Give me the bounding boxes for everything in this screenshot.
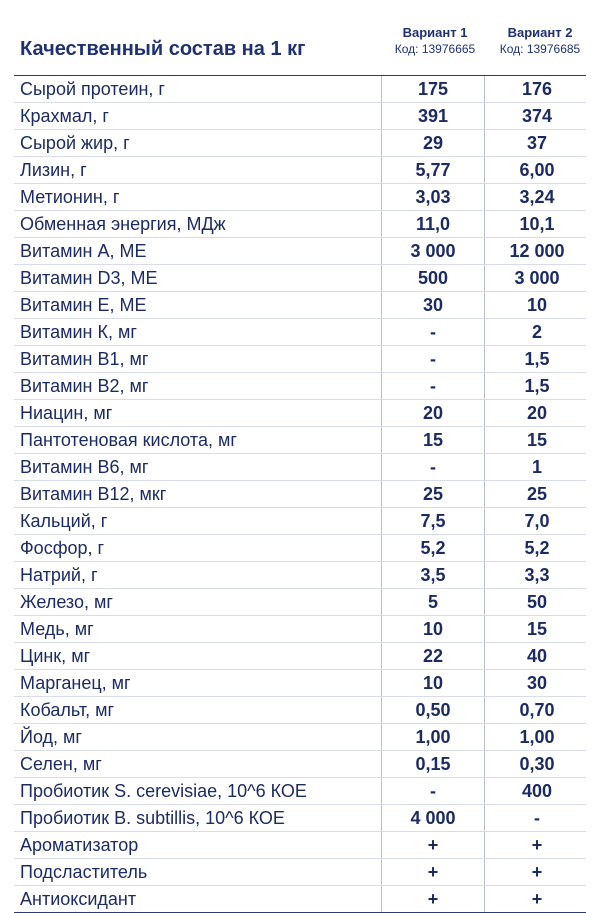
variant-2-value: + <box>531 835 543 855</box>
table-row <box>14 319 586 346</box>
column-divider <box>484 886 485 912</box>
nutrient-name: Метионин, г <box>20 187 120 207</box>
variant-1-header <box>384 24 486 58</box>
column-divider <box>381 211 382 237</box>
table-row <box>14 805 586 832</box>
nutrient-name: Марганец, мг <box>20 673 131 693</box>
table-row <box>14 751 586 778</box>
variant-2-header <box>489 24 591 58</box>
table-row <box>14 211 586 238</box>
table-row <box>14 130 586 157</box>
column-divider <box>484 346 485 372</box>
variant-1-value: - <box>430 322 436 342</box>
variant-2-value: 10 <box>526 295 548 315</box>
variant-2-code: Код: 13976685 <box>499 42 581 56</box>
nutrient-name: Витамин А, МЕ <box>20 241 147 261</box>
variant-1-value: 500 <box>417 268 449 288</box>
table-row <box>14 481 586 508</box>
nutrient-name: Пантотеновая кислота, мг <box>20 430 237 450</box>
table-row <box>14 184 586 211</box>
column-divider <box>484 319 485 345</box>
nutrient-name: Подсластитель <box>20 862 148 882</box>
variant-1-value: 20 <box>422 403 444 423</box>
variant-2-value: 10,1 <box>519 214 555 234</box>
variant-2-value: 12 000 <box>509 241 565 261</box>
variant-1-value: - <box>430 349 436 369</box>
variant-1-name: Вариант 1 <box>402 25 468 40</box>
table-row <box>14 103 586 130</box>
variant-1-value: - <box>430 781 436 801</box>
table-row <box>14 670 586 697</box>
nutrient-name: Пробиотик S. cerevisiae, 10^6 КОЕ <box>20 781 307 801</box>
column-divider <box>381 481 382 507</box>
column-divider <box>484 562 485 588</box>
column-divider <box>381 184 382 210</box>
variant-2-value: 20 <box>526 403 548 423</box>
variant-1-value: 10 <box>422 673 444 693</box>
column-divider <box>381 589 382 615</box>
table-row <box>14 643 586 670</box>
table-row <box>14 535 586 562</box>
variant-1-value: 5 <box>427 592 438 612</box>
column-divider <box>484 616 485 642</box>
variant-1-value: 3,03 <box>415 187 451 207</box>
column-divider <box>484 508 485 534</box>
variant-1-value: + <box>427 862 439 882</box>
nutrient-name: Витамин В6, мг <box>20 457 149 477</box>
variant-1-code: Код: 13976665 <box>394 42 476 56</box>
column-divider <box>484 130 485 156</box>
table-row <box>14 238 586 265</box>
column-divider <box>381 832 382 858</box>
variant-2-value: 1,00 <box>519 727 555 747</box>
column-divider <box>381 697 382 723</box>
column-divider <box>381 751 382 777</box>
table-row <box>14 508 586 535</box>
column-divider <box>381 373 382 399</box>
table-row <box>14 562 586 589</box>
column-divider <box>381 292 382 318</box>
nutrient-name: Лизин, г <box>20 160 87 180</box>
column-divider <box>484 643 485 669</box>
variant-1-value: 29 <box>422 133 444 153</box>
variant-1-value: 11,0 <box>415 214 451 234</box>
column-divider <box>381 886 382 912</box>
variant-1-value: 5,2 <box>420 538 446 558</box>
nutrient-name: Крахмал, г <box>20 106 109 126</box>
variant-1-value: 175 <box>417 79 449 99</box>
nutrient-name: Железо, мг <box>20 592 113 612</box>
variant-1-value: 0,15 <box>415 754 451 774</box>
variant-1-value: 3,5 <box>420 565 446 585</box>
variant-2-value: 374 <box>521 106 553 126</box>
variant-2-value: 176 <box>521 79 553 99</box>
column-divider <box>381 778 382 804</box>
nutrient-name: Витамин Е, МЕ <box>20 295 147 315</box>
table-row <box>14 859 586 886</box>
variant-1-value: 30 <box>422 295 444 315</box>
column-divider <box>484 211 485 237</box>
column-divider <box>484 427 485 453</box>
table-row <box>14 292 586 319</box>
variant-2-value: 15 <box>526 619 548 639</box>
variant-1-value: 22 <box>422 646 444 666</box>
variant-2-value: 400 <box>521 781 553 801</box>
column-divider <box>484 481 485 507</box>
variant-2-value: 30 <box>526 673 548 693</box>
column-divider <box>484 724 485 750</box>
column-divider <box>381 103 382 129</box>
table-row <box>14 265 586 292</box>
column-divider <box>381 643 382 669</box>
table-row <box>14 157 586 184</box>
table-row <box>14 697 586 724</box>
variant-2-value: 50 <box>526 592 548 612</box>
variant-2-value: 40 <box>526 646 548 666</box>
column-divider <box>484 670 485 696</box>
table-row <box>14 427 586 454</box>
column-divider <box>381 508 382 534</box>
column-divider <box>484 805 485 831</box>
variant-1-value: 25 <box>422 484 444 504</box>
table-row <box>14 724 586 751</box>
variant-1-value: - <box>430 376 436 396</box>
column-divider <box>484 832 485 858</box>
column-divider <box>484 454 485 480</box>
column-divider <box>484 373 485 399</box>
column-divider <box>381 427 382 453</box>
column-divider <box>381 319 382 345</box>
column-divider <box>381 859 382 885</box>
column-divider <box>484 697 485 723</box>
table-row <box>14 346 586 373</box>
nutrient-name: Сырой жир, г <box>20 133 130 153</box>
variant-2-value: 3,3 <box>524 565 550 585</box>
column-divider <box>484 184 485 210</box>
nutrient-name: Витамин В12, мкг <box>20 484 167 504</box>
table-row <box>14 778 586 805</box>
nutrient-name: Пробиотик B. subtillis, 10^6 КОЕ <box>20 808 285 828</box>
nutrient-name: Витамин К, мг <box>20 322 137 342</box>
table-row <box>14 76 586 103</box>
nutrient-name: Ниацин, мг <box>20 403 113 423</box>
nutrient-name: Цинк, мг <box>20 646 91 666</box>
table-row <box>14 616 586 643</box>
table-row <box>14 589 586 616</box>
variant-1-value: - <box>430 457 436 477</box>
column-divider <box>484 76 485 102</box>
nutrient-name: Кальций, г <box>20 511 108 531</box>
variant-2-value: - <box>534 808 540 828</box>
table-row <box>14 373 586 400</box>
variant-2-value: 0,70 <box>519 700 555 720</box>
nutrient-name: Сырой протеин, г <box>20 79 166 99</box>
column-divider <box>484 778 485 804</box>
page-title: Качественный состав на 1 кг <box>20 38 306 60</box>
table-header <box>14 18 586 74</box>
variant-2-value: 1,5 <box>524 349 550 369</box>
column-divider <box>381 238 382 264</box>
variant-1-value: + <box>427 889 439 909</box>
variant-2-value: 3 000 <box>514 268 560 288</box>
variant-1-value: 15 <box>422 430 444 450</box>
column-divider <box>381 157 382 183</box>
nutrient-name: Кобальт, мг <box>20 700 115 720</box>
variant-2-value: 1 <box>531 457 542 477</box>
variant-2-value: + <box>531 862 543 882</box>
nutrient-name: Фосфор, г <box>20 538 105 558</box>
variant-2-value: 3,24 <box>519 187 555 207</box>
column-divider <box>484 589 485 615</box>
column-divider <box>381 670 382 696</box>
column-divider <box>381 130 382 156</box>
table-row <box>14 886 586 913</box>
column-divider <box>484 292 485 318</box>
nutrient-name: Витамин В2, мг <box>20 376 149 396</box>
variant-2-value: 25 <box>526 484 548 504</box>
column-divider <box>381 346 382 372</box>
variant-1-value: + <box>427 835 439 855</box>
nutrient-name: Витамин D3, МЕ <box>20 268 158 288</box>
variant-2-value: 6,00 <box>519 160 555 180</box>
variant-2-value: 0,30 <box>519 754 555 774</box>
nutrient-name: Антиоксидант <box>20 889 137 909</box>
column-divider <box>484 265 485 291</box>
column-divider <box>381 400 382 426</box>
variant-1-value: 1,00 <box>415 727 451 747</box>
variant-2-value: 15 <box>526 430 548 450</box>
variant-1-value: 391 <box>417 106 449 126</box>
variant-2-value: 5,2 <box>524 538 550 558</box>
variant-1-value: 5,77 <box>415 160 451 180</box>
column-divider <box>381 535 382 561</box>
variant-2-name: Вариант 2 <box>507 25 573 40</box>
column-divider <box>381 265 382 291</box>
column-divider <box>381 724 382 750</box>
column-divider <box>381 562 382 588</box>
table-row <box>14 832 586 859</box>
column-divider <box>381 454 382 480</box>
column-divider <box>484 400 485 426</box>
column-divider <box>484 751 485 777</box>
variant-2-value: 7,0 <box>524 511 550 531</box>
nutrient-name: Селен, мг <box>20 754 102 774</box>
variant-2-value: 1,5 <box>524 376 550 396</box>
column-divider <box>381 76 382 102</box>
variant-1-value: 10 <box>422 619 444 639</box>
column-divider <box>381 616 382 642</box>
nutrient-name: Медь, мг <box>20 619 94 639</box>
table-row <box>14 454 586 481</box>
variant-1-value: 0,50 <box>415 700 451 720</box>
variant-2-value: 2 <box>531 322 542 342</box>
column-divider <box>484 535 485 561</box>
variant-1-value: 7,5 <box>420 511 446 531</box>
nutrient-name: Натрий, г <box>20 565 98 585</box>
nutrient-name: Ароматизатор <box>20 835 139 855</box>
nutrient-name: Витамин В1, мг <box>20 349 149 369</box>
nutrient-name: Обменная энергия, МДж <box>20 214 226 234</box>
table-row <box>14 400 586 427</box>
variant-1-value: 4 000 <box>410 808 456 828</box>
column-divider <box>484 103 485 129</box>
column-divider <box>484 859 485 885</box>
variant-2-value: 37 <box>526 133 548 153</box>
variant-1-value: 3 000 <box>410 241 456 261</box>
variant-2-value: + <box>531 889 543 909</box>
column-divider <box>484 238 485 264</box>
column-divider <box>381 805 382 831</box>
nutrient-name: Йод, мг <box>20 727 82 747</box>
composition-table <box>14 75 586 913</box>
column-divider <box>484 157 485 183</box>
